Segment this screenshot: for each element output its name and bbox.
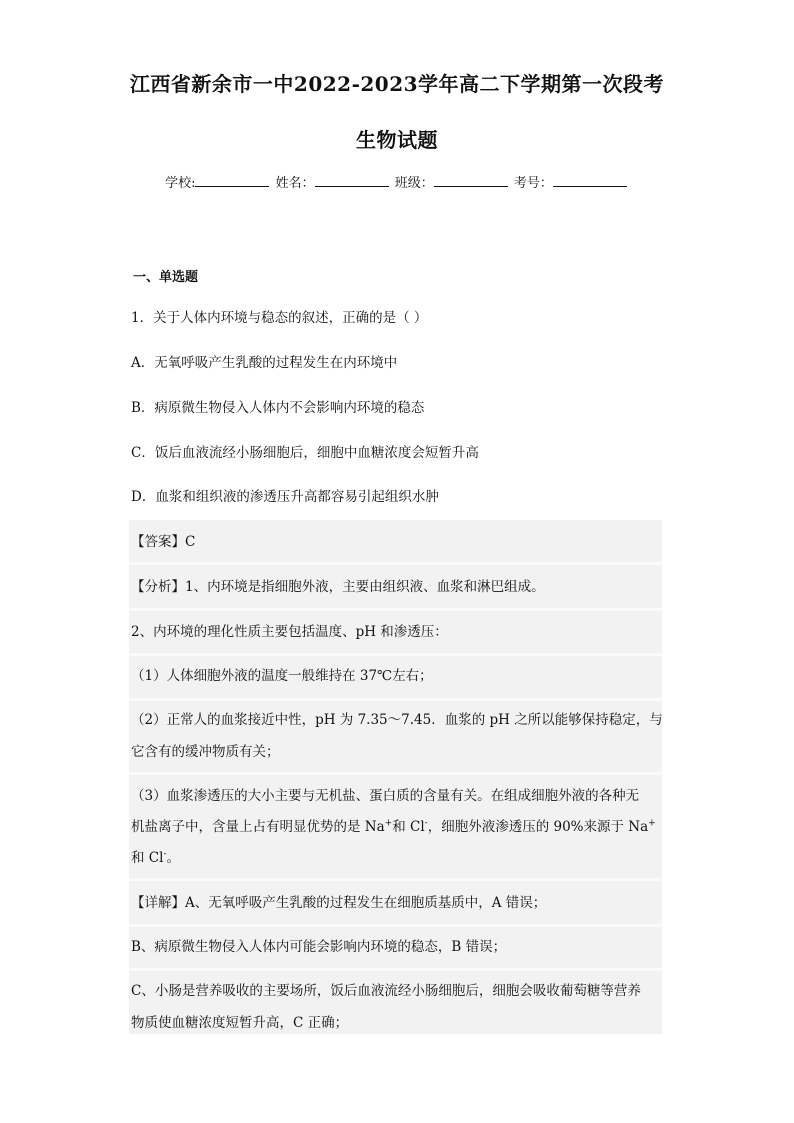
divider <box>129 878 662 881</box>
option-d: D．血浆和组织液的渗透压升高都容易引起组织水肿 <box>131 489 439 505</box>
analysis-line: （1）人体细胞外液的温度一般维持在 37℃左右； <box>131 668 433 684</box>
divider <box>129 924 662 927</box>
exam-title: 江西省新余市一中2022-2023学年高二下学期第一次段考 <box>129 72 665 96</box>
school-blank <box>195 174 269 187</box>
divider <box>129 968 662 971</box>
divider <box>129 562 662 565</box>
question-stem: 1．关于人体内环境与稳态的叙述，正确的是（ ） <box>131 310 428 326</box>
divider <box>129 772 662 775</box>
detail-line: 【详解】A、无氧呼吸产生乳酸的过程发生在细胞质基质中，A 错误； <box>131 895 547 911</box>
school-label: 学校: <box>165 176 196 191</box>
detail-line: B、病原微生物侵入人体内可能会影响内环境的稳态，B 错误； <box>131 939 507 955</box>
answer: 【答案】C <box>131 534 196 550</box>
class-label: 班级： <box>394 176 434 191</box>
analysis-line: 和 Cl-。 <box>131 849 180 866</box>
analysis-line: （3）血浆渗透压的大小主要与无机盐、蛋白质的含量有关。在组成细胞外液的各种无 <box>131 788 640 804</box>
student-info-row <box>0 172 794 191</box>
option-a: A．无氧呼吸产生乳酸的过程发生在内环境中 <box>131 355 398 371</box>
detail-line: C、小肠是营养吸收的主要场所，饭后血液流经小肠细胞后，细胞会吸收葡萄糖等营养 <box>131 983 641 999</box>
divider <box>129 653 662 656</box>
option-b: B．病原微生物侵入人体内不会影响内环境的稳态 <box>131 400 425 416</box>
analysis-line: 【分析】1、内环境是指细胞外液，主要由组织液、血浆和淋巴组成。 <box>131 579 545 595</box>
analysis-line: （2）正常人的血浆接近中性，pH 为 7.35～7.45．血浆的 pH 之所以能够保持稳定，与 <box>131 712 663 728</box>
option-c: C．饭后血液流经小肠细胞后，细胞中血糖浓度会短暂升高 <box>131 445 479 461</box>
analysis-line: 2、内环境的理化性质主要包括温度、pH 和渗透压： <box>131 624 448 640</box>
divider <box>129 608 662 611</box>
solution-background <box>129 520 662 1034</box>
detail-line: 物质使血糖浓度短暂升高，C 正确； <box>131 1015 349 1031</box>
divider <box>129 698 662 701</box>
name-blank <box>315 174 389 187</box>
section-title: 一、单选题 <box>133 270 199 285</box>
analysis-line: 机盐离子中，含量上占有明显优势的是 Na+和 Cl-，细胞外液渗透压的 90%来源于 Na+ <box>131 818 656 835</box>
exam-number-label: 考号： <box>513 176 553 191</box>
exam-number-blank <box>553 174 627 187</box>
name-label: 姓名： <box>275 176 315 191</box>
class-blank <box>434 174 508 187</box>
analysis-line: 它含有的缓冲物质有关； <box>131 744 280 760</box>
exam-subtitle: 生物试题 <box>356 128 438 152</box>
